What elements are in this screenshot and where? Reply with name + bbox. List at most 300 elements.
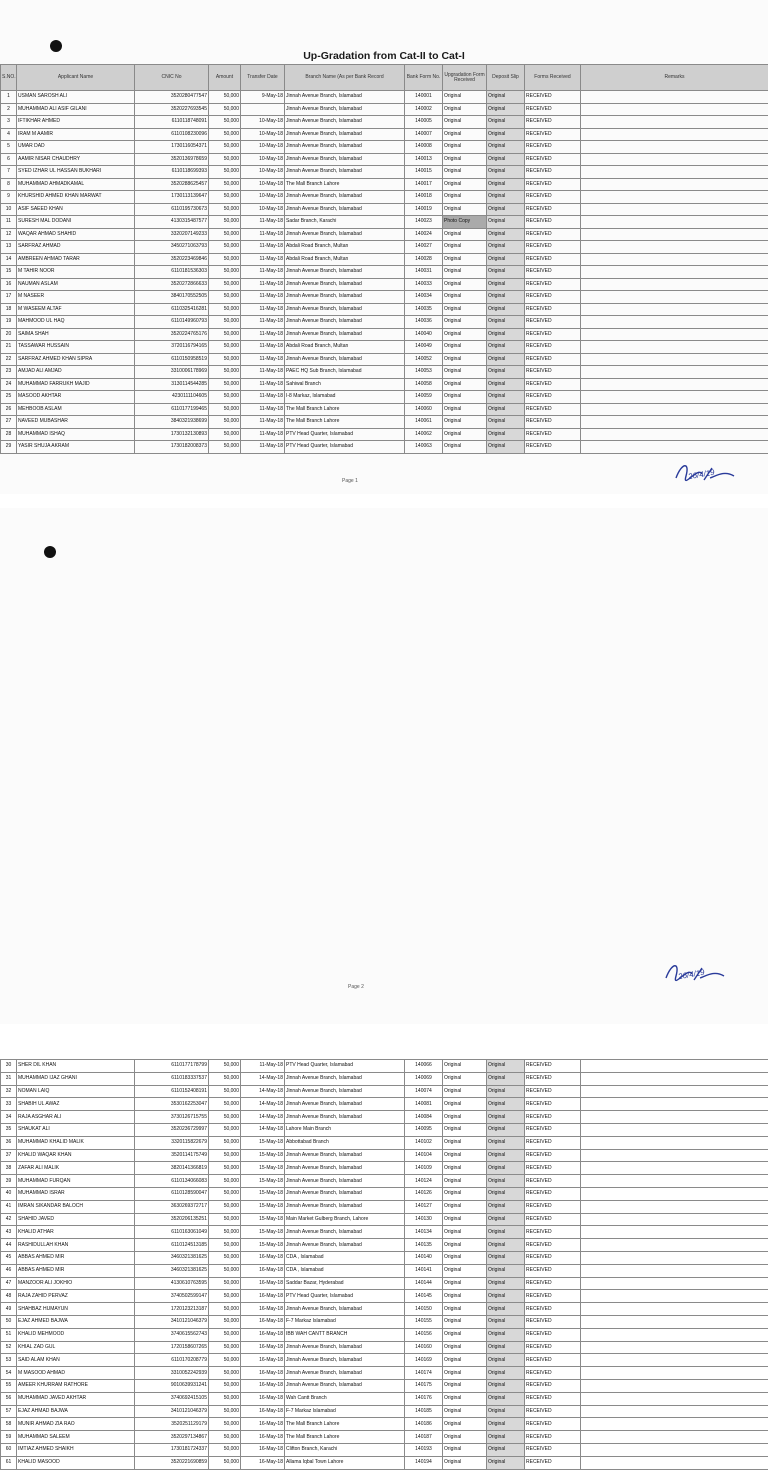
cell-upgradation-form: Original (443, 353, 487, 366)
cell-remarks (581, 1162, 768, 1175)
cell-deposit-slip: Original (487, 1060, 525, 1073)
cell-applicant-name: ABBAS AHMED MIR (17, 1251, 135, 1264)
cell-cnic: 6110118748091 (135, 116, 209, 129)
cell-amount: 50,000 (209, 1443, 241, 1456)
table-row (1, 1392, 768, 1405)
header-bank-form-no: Bank Form No. (405, 65, 443, 91)
cell-deposit-slip: Original (487, 178, 525, 191)
cell-transfer-date: 16-May-18 (241, 1431, 285, 1444)
cell-sno: 12 (1, 228, 17, 241)
cell-branch-name: PTV Head Quarter, Islamabad (285, 428, 405, 441)
cell-amount: 50,000 (209, 1098, 241, 1111)
cell-upgradation-form: Original (443, 1443, 487, 1456)
cell-deposit-slip: Original (487, 1200, 525, 1213)
cell-amount: 50,000 (209, 1328, 241, 1341)
cell-bank-form-no: 140175 (405, 1379, 443, 1392)
cell-branch-name: Jinnah Avenue Branch, Islamabad (285, 1354, 405, 1367)
cell-amount: 50,000 (209, 116, 241, 129)
table-row (1, 1431, 768, 1444)
cell-transfer-date: 11-May-18 (241, 241, 285, 254)
cell-branch-name: Jinnah Avenue Branch, Islamabad (285, 266, 405, 279)
cell-cnic: 6110150958519 (135, 353, 209, 366)
cell-applicant-name: NOMAN LAIQ (17, 1085, 135, 1098)
header-upgradation-form: Upgradation Form Received (443, 65, 487, 91)
table-row (1, 416, 768, 429)
cell-branch-name: Jinnah Avenue Branch, Islamabad (285, 1341, 405, 1354)
cell-branch-name: Jinnah Avenue Branch, Islamabad (285, 353, 405, 366)
cell-branch-name: Jinnah Avenue Branch, Islamabad (285, 228, 405, 241)
table-row (1, 203, 768, 216)
table-row (1, 1290, 768, 1303)
cell-amount: 50,000 (209, 1379, 241, 1392)
cell-branch-name: Jinnah Avenue Branch, Islamabad (285, 1175, 405, 1188)
document-title: Up-Gradation from Cat-II to Cat-I (0, 50, 768, 62)
cell-applicant-name: M NASEER (17, 291, 135, 304)
cell-cnic: 6110118699393 (135, 166, 209, 179)
cell-upgradation-form: Original (443, 141, 487, 154)
cell-forms-received: RECEIVED (525, 1226, 581, 1239)
cell-upgradation-form: Original (443, 1200, 487, 1213)
cell-deposit-slip: Original (487, 1392, 525, 1405)
cell-deposit-slip: Original (487, 378, 525, 391)
cell-applicant-name: IMTIAZ AHMED SHAIKH (17, 1443, 135, 1456)
cell-forms-received: RECEIVED (525, 1251, 581, 1264)
cell-transfer-date: 11-May-18 (241, 366, 285, 379)
cell-deposit-slip: Original (487, 166, 525, 179)
table-row (1, 428, 768, 441)
cell-transfer-date: 14-May-18 (241, 1098, 285, 1111)
cell-bank-form-no: 140169 (405, 1354, 443, 1367)
cell-transfer-date: 11-May-18 (241, 403, 285, 416)
cell-cnic: 3520136978659 (135, 153, 209, 166)
cell-forms-received: RECEIVED (525, 191, 581, 204)
cell-bank-form-no: 140104 (405, 1149, 443, 1162)
cell-deposit-slip: Original (487, 341, 525, 354)
cell-forms-received: RECEIVED (525, 1379, 581, 1392)
cell-remarks (581, 166, 768, 179)
cell-remarks (581, 266, 768, 279)
cell-sno: 40 (1, 1187, 17, 1200)
cell-bank-form-no: 140023 (405, 216, 443, 229)
cell-deposit-slip: Original (487, 1290, 525, 1303)
cell-applicant-name: KHURSHID AHMED KHAN MARWAT (17, 191, 135, 204)
cell-deposit-slip: Original (487, 1123, 525, 1136)
cell-amount: 50,000 (209, 1290, 241, 1303)
cell-bank-form-no: 140007 (405, 128, 443, 141)
cell-remarks (581, 116, 768, 129)
cell-upgradation-form: Original (443, 1226, 487, 1239)
table-row (1, 353, 768, 366)
header-sno: S.NO. (1, 65, 17, 91)
cell-bank-form-no: 140035 (405, 303, 443, 316)
cell-bank-form-no: 140062 (405, 428, 443, 441)
cell-deposit-slip: Original (487, 403, 525, 416)
cell-applicant-name: RASHIDULLAH KHAN (17, 1239, 135, 1252)
cell-amount: 50,000 (209, 1060, 241, 1073)
cell-bank-form-no: 140053 (405, 366, 443, 379)
cell-bank-form-no: 140028 (405, 253, 443, 266)
cell-applicant-name: IRAM M AAMIR (17, 128, 135, 141)
cell-amount: 50,000 (209, 128, 241, 141)
cell-forms-received: RECEIVED (525, 366, 581, 379)
table-row (1, 253, 768, 266)
cell-transfer-date: 10-May-18 (241, 166, 285, 179)
cell-forms-received: RECEIVED (525, 1175, 581, 1188)
cell-sno: 27 (1, 416, 17, 429)
cell-cnic: 3840321938699 (135, 416, 209, 429)
cell-deposit-slip: Original (487, 1111, 525, 1124)
cell-deposit-slip: Original (487, 1098, 525, 1111)
cell-forms-received: RECEIVED (525, 341, 581, 354)
cell-cnic: 1730116054371 (135, 141, 209, 154)
cell-forms-received: RECEIVED (525, 116, 581, 129)
cell-forms-received: RECEIVED (525, 378, 581, 391)
cell-applicant-name: AAMIR NISAR CHAUDHRY (17, 153, 135, 166)
cell-upgradation-form: Original (443, 403, 487, 416)
table-row (1, 141, 768, 154)
cell-sno: 39 (1, 1175, 17, 1188)
cell-forms-received: RECEIVED (525, 1354, 581, 1367)
signature-date: 26/4/19 (677, 968, 705, 982)
cell-forms-received: RECEIVED (525, 178, 581, 191)
cell-bank-form-no: 140058 (405, 378, 443, 391)
cell-deposit-slip: Original (487, 1264, 525, 1277)
cell-deposit-slip: Original (487, 1251, 525, 1264)
cell-upgradation-form: Original (443, 1187, 487, 1200)
cell-transfer-date: 15-May-18 (241, 1175, 285, 1188)
cell-remarks (581, 1315, 768, 1328)
cell-forms-received: RECEIVED (525, 141, 581, 154)
cell-remarks (581, 1149, 768, 1162)
cell-amount: 50,000 (209, 241, 241, 254)
page-number: Page 1 (342, 478, 358, 484)
cell-bank-form-no: 140074 (405, 1085, 443, 1098)
cell-transfer-date: 11-May-18 (241, 316, 285, 329)
cell-branch-name: Jinnah Avenue Branch, Islamabad (285, 128, 405, 141)
cell-bank-form-no: 140109 (405, 1162, 443, 1175)
cell-amount: 50,000 (209, 1315, 241, 1328)
cell-branch-name: Jinnah Avenue Branch, Islamabad (285, 328, 405, 341)
cell-amount: 50,000 (209, 403, 241, 416)
cell-remarks (581, 191, 768, 204)
cell-transfer-date: 15-May-18 (241, 1226, 285, 1239)
cell-upgradation-form: Original (443, 1328, 487, 1341)
cell-amount: 50,000 (209, 391, 241, 404)
cell-applicant-name: MUHAMMAD JAVED AKHTAR (17, 1392, 135, 1405)
table-row (1, 191, 768, 204)
cell-bank-form-no: 140145 (405, 1290, 443, 1303)
cell-amount: 50,000 (209, 328, 241, 341)
cell-branch-name: Jinnah Avenue Branch, Islamabad (285, 1367, 405, 1380)
cell-branch-name: PTV Head Quarter, Islamabad (285, 1290, 405, 1303)
cell-branch-name: F-7 Markaz Islamabad (285, 1405, 405, 1418)
cell-deposit-slip: Original (487, 253, 525, 266)
cell-bank-form-no: 140156 (405, 1328, 443, 1341)
cell-sno: 60 (1, 1443, 17, 1456)
cell-forms-received: RECEIVED (525, 1098, 581, 1111)
header-transfer-date: Transfer Date (241, 65, 285, 91)
cell-transfer-date: 16-May-18 (241, 1418, 285, 1431)
cell-forms-received: RECEIVED (525, 1123, 581, 1136)
cell-amount: 50,000 (209, 378, 241, 391)
cell-deposit-slip: Original (487, 353, 525, 366)
cell-bank-form-no: 140049 (405, 341, 443, 354)
cell-forms-received: RECEIVED (525, 1443, 581, 1456)
cell-transfer-date: 14-May-18 (241, 1123, 285, 1136)
cell-remarks (581, 1226, 768, 1239)
cell-amount: 50,000 (209, 1175, 241, 1188)
cell-bank-form-no: 140130 (405, 1213, 443, 1226)
cell-applicant-name: MUHAMMAD FARRUKH MAJID (17, 378, 135, 391)
cell-applicant-name: RAJA ZAHID PERVAZ (17, 1290, 135, 1303)
cell-deposit-slip: Original (487, 141, 525, 154)
cell-transfer-date: 16-May-18 (241, 1251, 285, 1264)
cell-sno: 53 (1, 1354, 17, 1367)
cell-deposit-slip: Original (487, 1443, 525, 1456)
cell-applicant-name: SHAHID JAVED (17, 1213, 135, 1226)
cell-amount: 50,000 (209, 1251, 241, 1264)
cell-branch-name: Wah Cantt Branch (285, 1392, 405, 1405)
cell-cnic: 3520227693545 (135, 103, 209, 116)
cell-deposit-slip: Original (487, 153, 525, 166)
cell-forms-received: RECEIVED (525, 1200, 581, 1213)
cell-sno: 3 (1, 116, 17, 129)
cell-bank-form-no: 140160 (405, 1341, 443, 1354)
cell-remarks (581, 91, 768, 104)
cell-remarks (581, 441, 768, 454)
cell-sno: 61 (1, 1456, 17, 1469)
cell-sno: 4 (1, 128, 17, 141)
cell-remarks (581, 1341, 768, 1354)
cell-bank-form-no: 140144 (405, 1277, 443, 1290)
cell-forms-received: RECEIVED (525, 203, 581, 216)
cell-forms-received: RECEIVED (525, 1303, 581, 1316)
cell-remarks (581, 141, 768, 154)
table-row (1, 1341, 768, 1354)
cell-cnic: 6110183337537 (135, 1072, 209, 1085)
table-row (1, 378, 768, 391)
cell-amount: 50,000 (209, 428, 241, 441)
applicant-table-page-2 (0, 1059, 768, 1470)
cell-upgradation-form: Original (443, 1303, 487, 1316)
cell-applicant-name: IFTIKHAR AHMED (17, 116, 135, 129)
cell-amount: 50,000 (209, 1085, 241, 1098)
cell-deposit-slip: Original (487, 1213, 525, 1226)
cell-cnic: 3520288625457 (135, 178, 209, 191)
cell-remarks (581, 403, 768, 416)
cell-forms-received: RECEIVED (525, 441, 581, 454)
cell-amount: 50,000 (209, 1431, 241, 1444)
cell-amount: 50,000 (209, 253, 241, 266)
cell-upgradation-form: Original (443, 378, 487, 391)
cell-transfer-date: 11-May-18 (241, 291, 285, 304)
cell-amount: 50,000 (209, 1111, 241, 1124)
cell-branch-name: Jinnah Avenue Branch, Islamabad (285, 1098, 405, 1111)
applicant-table-page-1 (0, 64, 768, 454)
cell-deposit-slip: Original (487, 416, 525, 429)
cell-applicant-name: KHALID WAQAR KHAN (17, 1149, 135, 1162)
cell-forms-received: RECEIVED (525, 1367, 581, 1380)
table-row (1, 116, 768, 129)
cell-sno: 25 (1, 391, 17, 404)
table-row (1, 1175, 768, 1188)
cell-transfer-date: 10-May-18 (241, 153, 285, 166)
cell-sno: 48 (1, 1290, 17, 1303)
cell-bank-form-no: 140027 (405, 241, 443, 254)
cell-upgradation-form: Original (443, 328, 487, 341)
cell-upgradation-form: Original (443, 1277, 487, 1290)
cell-applicant-name: SHABIH UL AWAZ (17, 1098, 135, 1111)
cell-amount: 50,000 (209, 141, 241, 154)
cell-remarks (581, 1443, 768, 1456)
cell-forms-received: RECEIVED (525, 128, 581, 141)
cell-deposit-slip: Original (487, 278, 525, 291)
cell-upgradation-form: Original (443, 303, 487, 316)
cell-deposit-slip: Original (487, 1162, 525, 1175)
cell-sno: 26 (1, 403, 17, 416)
cell-deposit-slip: Original (487, 1354, 525, 1367)
cell-branch-name: Abbottabad Branch (285, 1136, 405, 1149)
cell-sno: 45 (1, 1251, 17, 1264)
cell-branch-name: Jinnah Avenue Branch, Islamabad (285, 1303, 405, 1316)
cell-bank-form-no: 140155 (405, 1315, 443, 1328)
cell-amount: 50,000 (209, 316, 241, 329)
cell-branch-name: Jinnah Avenue Branch, Islamabad (285, 1162, 405, 1175)
cell-transfer-date: 15-May-18 (241, 1213, 285, 1226)
cell-amount: 50,000 (209, 1072, 241, 1085)
cell-remarks (581, 1456, 768, 1469)
cell-branch-name: The Mall Branch Lahore (285, 1418, 405, 1431)
cell-sno: 51 (1, 1328, 17, 1341)
cell-branch-name: Jinnah Avenue Branch, Islamabad (285, 1111, 405, 1124)
table-row (1, 366, 768, 379)
cell-transfer-date: 10-May-18 (241, 141, 285, 154)
cell-sno: 58 (1, 1418, 17, 1431)
cell-applicant-name: MUHAMMAD FURQAN (17, 1175, 135, 1188)
cell-amount: 50,000 (209, 1277, 241, 1290)
cell-remarks (581, 1136, 768, 1149)
cell-transfer-date: 16-May-18 (241, 1277, 285, 1290)
cell-amount: 50,000 (209, 353, 241, 366)
cell-remarks (581, 1405, 768, 1418)
cell-cnic: 3310052242939 (135, 1367, 209, 1380)
cell-branch-name: Jinnah Avenue Branch, Islamabad (285, 116, 405, 129)
cell-remarks (581, 1277, 768, 1290)
cell-applicant-name: ASIF SAEED KHAN (17, 203, 135, 216)
table-header-row (1, 65, 768, 91)
cell-sno: 15 (1, 266, 17, 279)
cell-branch-name: Jinnah Avenue Branch, Islamabad (285, 103, 405, 116)
cell-forms-received: RECEIVED (525, 1315, 581, 1328)
cell-applicant-name: TASSAWAR HUSSAIN (17, 341, 135, 354)
cell-sno: 29 (1, 441, 17, 454)
table-row (1, 128, 768, 141)
cell-branch-name: The Mall Branch Lahore (285, 1431, 405, 1444)
cell-upgradation-form: Original (443, 1060, 487, 1073)
cell-amount: 50,000 (209, 366, 241, 379)
cell-cnic: 3520280477547 (135, 91, 209, 104)
table-row (1, 1149, 768, 1162)
cell-cnic: 6110108230096 (135, 128, 209, 141)
cell-remarks (581, 1251, 768, 1264)
cell-sno: 56 (1, 1392, 17, 1405)
cell-sno: 16 (1, 278, 17, 291)
cell-sno: 54 (1, 1367, 17, 1380)
cell-sno: 23 (1, 366, 17, 379)
cell-branch-name: Jinnah Avenue Branch, Islamabad (285, 141, 405, 154)
cell-transfer-date: 10-May-18 (241, 128, 285, 141)
punch-hole-mark (44, 546, 56, 558)
cell-forms-received: RECEIVED (525, 391, 581, 404)
cell-deposit-slip: Original (487, 1175, 525, 1188)
cell-deposit-slip: Original (487, 1085, 525, 1098)
cell-cnic: 3130114544285 (135, 378, 209, 391)
cell-amount: 50,000 (209, 1264, 241, 1277)
cell-applicant-name: SHAHBAZ HUMAYUN (17, 1303, 135, 1316)
cell-bank-form-no: 140001 (405, 91, 443, 104)
cell-deposit-slip: Original (487, 128, 525, 141)
cell-transfer-date: 10-May-18 (241, 178, 285, 191)
cell-forms-received: RECEIVED (525, 103, 581, 116)
cell-deposit-slip: Original (487, 1431, 525, 1444)
cell-transfer-date: 16-May-18 (241, 1405, 285, 1418)
cell-applicant-name: MUHAMMAD ISHAQ (17, 428, 135, 441)
cell-remarks (581, 1379, 768, 1392)
cell-deposit-slip: Original (487, 1226, 525, 1239)
cell-cnic: 3410121046379 (135, 1315, 209, 1328)
table-row (1, 278, 768, 291)
cell-remarks (581, 128, 768, 141)
cell-applicant-name: MANZOOR ALI JOKHIO (17, 1277, 135, 1290)
table-row (1, 266, 768, 279)
cell-sno: 50 (1, 1315, 17, 1328)
cell-remarks (581, 1264, 768, 1277)
cell-transfer-date: 15-May-18 (241, 1239, 285, 1252)
cell-forms-received: RECEIVED (525, 1290, 581, 1303)
cell-amount: 50,000 (209, 1226, 241, 1239)
cell-branch-name: IBB WAH CANTT BRANCH (285, 1328, 405, 1341)
cell-deposit-slip: Original (487, 1136, 525, 1149)
table-row (1, 1187, 768, 1200)
cell-cnic: 1720158607265 (135, 1341, 209, 1354)
cell-deposit-slip: Original (487, 1456, 525, 1469)
cell-upgradation-form: Original (443, 1367, 487, 1380)
table-row (1, 91, 768, 104)
cell-branch-name: PAEC HQ Sub Branch, Islamabad (285, 366, 405, 379)
cell-bank-form-no: 140135 (405, 1239, 443, 1252)
cell-branch-name: Jinnah Avenue Branch, Islamabad (285, 1085, 405, 1098)
cell-bank-form-no: 140018 (405, 191, 443, 204)
cell-deposit-slip: Original (487, 1341, 525, 1354)
cell-forms-received: RECEIVED (525, 153, 581, 166)
cell-transfer-date: 11-May-18 (241, 266, 285, 279)
cell-applicant-name: AMEER KHURRAM RATHORE (17, 1379, 135, 1392)
cell-deposit-slip: Original (487, 316, 525, 329)
cell-deposit-slip: Original (487, 291, 525, 304)
cell-sno: 42 (1, 1213, 17, 1226)
cell-branch-name: Jinnah Avenue Branch, Islamabad (285, 1379, 405, 1392)
cell-transfer-date: 16-May-18 (241, 1443, 285, 1456)
cell-bank-form-no: 140019 (405, 203, 443, 216)
cell-remarks (581, 1303, 768, 1316)
cell-upgradation-form: Original (443, 1290, 487, 1303)
cell-amount: 50,000 (209, 1341, 241, 1354)
cell-cnic: 3520224765176 (135, 328, 209, 341)
cell-forms-received: RECEIVED (525, 241, 581, 254)
cell-forms-received: RECEIVED (525, 291, 581, 304)
table-row (1, 1303, 768, 1316)
cell-transfer-date: 11-May-18 (241, 303, 285, 316)
